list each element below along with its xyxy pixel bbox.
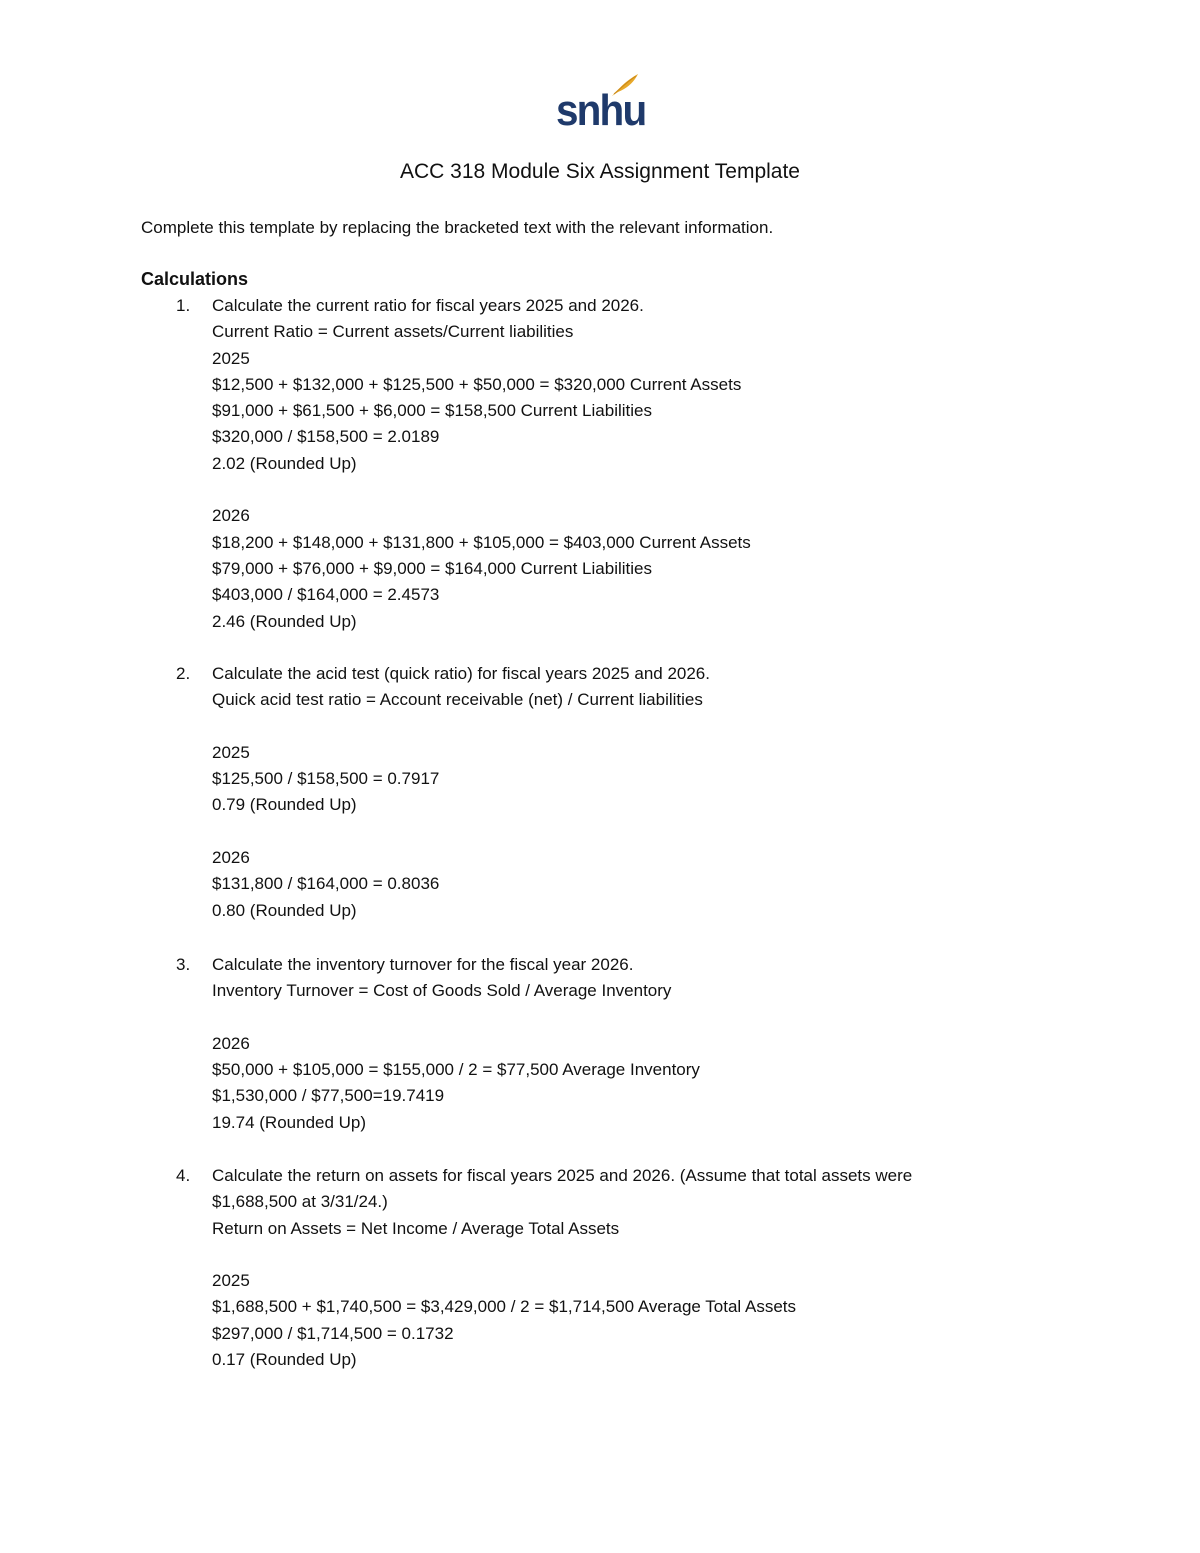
item-line: 2026 [212,506,250,526]
item-line: Calculate the inventory turnover for the fiscal year 2026. [212,955,634,974]
item-line: $320,000 / $158,500 = 2.0189 [212,427,440,447]
item-line [212,1005,1056,1031]
item-line: $403,000 / $164,000 = 2.4573 [212,585,440,605]
item-line [212,819,1056,845]
item-number: 1. [176,296,191,315]
section-heading: Calculations [141,269,249,289]
item-line: 0.80 (Rounded Up) [212,900,357,920]
item-line: 2025 [212,742,250,762]
item-line: Calculate the current ratio for fiscal years 2025 and 2026. [212,296,644,315]
item-line: Return on Assets = Net Income / Average Total Assets [212,1218,620,1238]
item-line: $79,000 + $76,000 + $9,000 = $164,000 Current Liabilities [212,558,652,578]
item-line [212,714,1056,740]
item-number: 3. [176,955,191,974]
item-line: 19.74 (Rounded Up) [212,1112,367,1132]
item-line: 2025 [212,348,250,368]
item-line: 2026 [212,1033,250,1053]
item-line: 2025 [212,1271,250,1291]
item-line: 2026 [212,848,250,868]
item-body [212,661,1056,924]
item-line: $297,000 / $1,714,500 = 0.1732 [212,1323,454,1343]
snhu-logo [556,72,646,136]
item-number: 4. [176,1166,191,1185]
intro-text: Complete this template by replacing the bracketed text with the relevant information. [141,218,774,237]
item-line: Current Ratio = Current assets/Current liabilities [212,322,574,342]
item-line: $18,200 + $148,000 + $131,800 + $105,000 = $403,000 Current Assets [212,532,751,552]
item-body [212,952,1056,1136]
item-line: Inventory Turnover = Cost of Goods Sold / Average Inventory [212,981,672,1001]
item-line: Calculate the return on assets for fiscal years 2025 and 2026. (Assume that total assets were [212,1166,913,1185]
item-body [212,293,1056,635]
item-line: $131,800 / $164,000 = 0.8036 [212,874,440,894]
item-number: 2. [176,664,191,683]
item-line: 0.79 (Rounded Up) [212,795,357,815]
item-line: $91,000 + $61,500 + $6,000 = $158,500 Current Liabilities [212,401,652,421]
item-line: 2.46 (Rounded Up) [212,611,357,631]
item-line [212,1242,1056,1268]
item-line: 0.17 (Rounded Up) [212,1350,357,1370]
item-line [212,477,1056,503]
item-line: $125,500 / $158,500 = 0.7917 [212,769,440,789]
logo-text: snhu [556,86,646,135]
item-line: $12,500 + $132,000 + $125,500 + $50,000 = $320,000 Current Assets [212,374,742,394]
item-line: Calculate the acid test (quick ratio) for fiscal years 2025 and 2026. [212,664,710,683]
item-line: $50,000 + $105,000 = $155,000 / 2 = $77,500 Average Inventory [212,1060,700,1080]
item-line: Quick acid test ratio = Account receivable (net) / Current liabilities [212,690,703,710]
document-title: ACC 318 Module Six Assignment Template [400,160,800,183]
item-body [212,1163,1056,1373]
item-line: $1,530,000 / $77,500=19.7419 [212,1086,445,1106]
item-line: 2.02 (Rounded Up) [212,453,357,473]
item-line: $1,688,500 + $1,740,500 = $3,429,000 / 2 = $1,714,500 Average Total Assets [212,1297,797,1317]
item-line: $1,688,500 at 3/31/24.) [212,1192,388,1212]
